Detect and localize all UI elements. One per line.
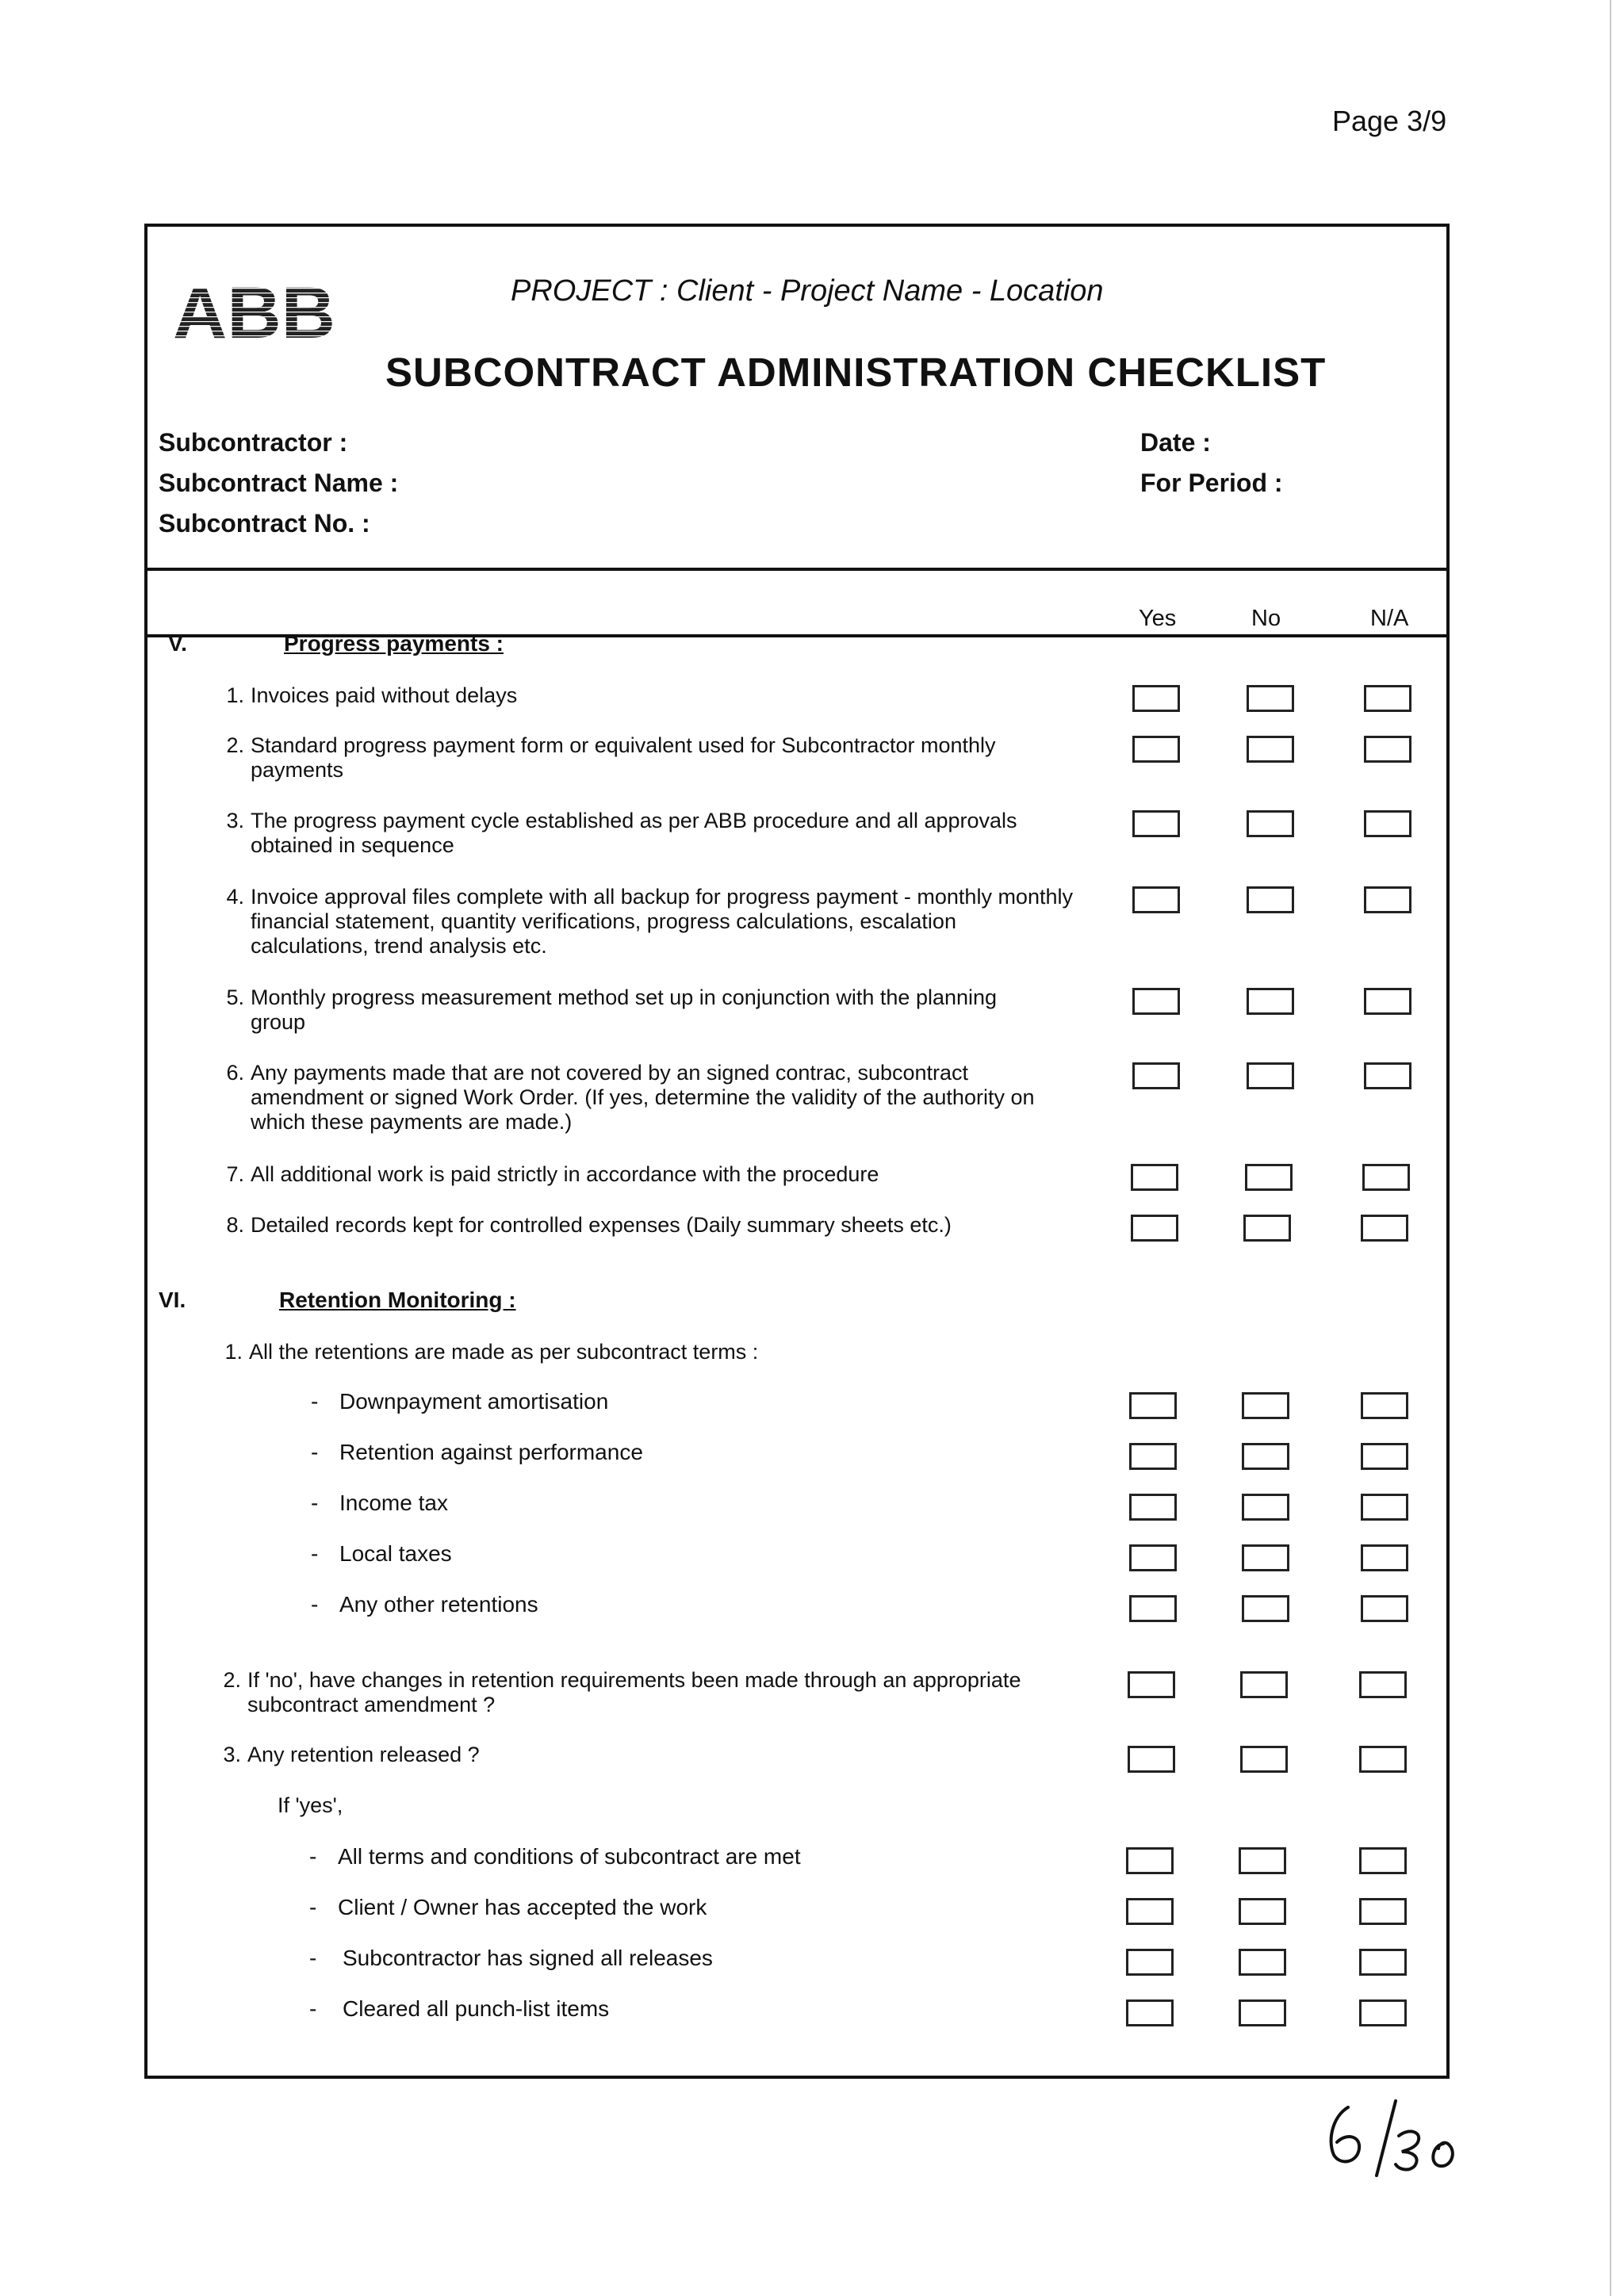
subcontract-name-label: Subcontract Name : [159, 469, 399, 497]
checkbox-yes[interactable] [1129, 1595, 1177, 1622]
item-text: The progress payment cycle established as per ABB procedure and all approvals obtained in sequence [251, 809, 1017, 857]
checkbox-no[interactable] [1240, 1671, 1288, 1698]
sub-item-text: Income tax [339, 1490, 448, 1515]
checkbox-no[interactable] [1239, 1898, 1286, 1925]
checkbox-yes[interactable] [1132, 736, 1180, 763]
checkbox-yes[interactable] [1126, 1898, 1174, 1925]
sub-item-text: Retention against performance [339, 1440, 643, 1464]
checkbox-na[interactable] [1362, 1164, 1410, 1191]
item-number: 3. [226, 809, 244, 832]
section-number: V. [168, 631, 187, 656]
checkbox-na[interactable] [1361, 1544, 1408, 1571]
checkbox-yes[interactable] [1126, 1999, 1174, 2026]
sub-item-dash: - [311, 1440, 319, 1464]
if-yes-label: If 'yes', [278, 1793, 343, 1817]
checkbox-na[interactable] [1364, 1062, 1411, 1089]
sub-item-text: Any other retentions [339, 1592, 538, 1617]
checkbox-yes[interactable] [1132, 886, 1180, 913]
sub-item-dash: - [309, 1946, 317, 1970]
checkbox-na[interactable] [1364, 988, 1411, 1015]
checkbox-na[interactable] [1364, 685, 1411, 712]
sub-item-text: Cleared all punch-list items [343, 1996, 610, 2021]
checkbox-na[interactable] [1361, 1494, 1408, 1521]
checkbox-no[interactable] [1247, 886, 1294, 913]
item-text: Invoices paid without delays [251, 683, 518, 707]
item-text: Detailed records kept for controlled expenses (Daily summary sheets etc.) [251, 1213, 952, 1237]
item-text: Standard progress payment form or equivalent used for Subcontractor monthly payments [251, 733, 996, 782]
sub-item-dash: - [309, 1844, 317, 1869]
checkbox-no[interactable] [1240, 1746, 1288, 1773]
sub-item-text: All terms and conditions of subcontract are met [338, 1844, 801, 1869]
checkbox-yes[interactable] [1132, 988, 1180, 1015]
checkbox-no[interactable] [1242, 1443, 1289, 1470]
sub-item-text: Downpayment amortisation [339, 1389, 609, 1414]
checkbox-no[interactable] [1243, 1215, 1291, 1242]
checkbox-no[interactable] [1245, 1164, 1293, 1191]
checkbox-no[interactable] [1242, 1494, 1289, 1521]
checkbox-yes[interactable] [1131, 1215, 1178, 1242]
item-number: 3. [223, 1743, 241, 1766]
checkbox-yes[interactable] [1126, 1847, 1174, 1874]
item-number: 4. [226, 885, 244, 909]
checkbox-yes[interactable] [1129, 1392, 1177, 1419]
item-text: Any payments made that are not covered by an signed contrac, subcontract amendment or signed Work Order. (If yes, determine the validity of the authority on which these payments are made.) [251, 1061, 1035, 1134]
page-number: Page 3/9 [1332, 105, 1447, 137]
checkbox-na[interactable] [1364, 736, 1411, 763]
item-number: 1. [224, 1340, 243, 1364]
item-text: Invoice approval files complete with all backup for progress payment - monthly monthly financial statement, quantity verifications, progress calculations, escalation calculations, trend analysis etc. [251, 885, 1073, 958]
period-label: For Period : [1140, 469, 1283, 497]
project-line: PROJECT : Client - Project Name - Location [511, 274, 1104, 308]
checkbox-na[interactable] [1359, 1999, 1407, 2026]
sub-item-dash: - [309, 1895, 317, 1919]
item-text: Any retention released ? [247, 1743, 480, 1766]
checkbox-yes[interactable] [1132, 1062, 1180, 1089]
checkbox-no[interactable] [1242, 1392, 1289, 1419]
header-divider [144, 568, 1450, 571]
item-number: 8. [226, 1213, 244, 1237]
sub-item-dash: - [309, 1996, 317, 2021]
sub-item-dash: - [311, 1592, 319, 1617]
column-na: N/A [1370, 606, 1409, 631]
item-number: 1. [226, 683, 244, 707]
page-edge-shadow [1610, 0, 1611, 2296]
checkbox-na[interactable] [1359, 1949, 1407, 1976]
item-number: 6. [226, 1061, 244, 1085]
svg-text:ABB: ABB [173, 276, 335, 341]
subcontractor-label: Subcontractor : [159, 428, 348, 457]
item-text: All the retentions are made as per subcontract terms : [249, 1340, 759, 1364]
subcontract-no-label: Subcontract No. : [159, 509, 370, 538]
column-yes: Yes [1139, 606, 1177, 631]
checkbox-na[interactable] [1361, 1392, 1408, 1419]
document-title: SUBCONTRACT ADMINISTRATION CHECKLIST [385, 350, 1327, 395]
sub-item-dash: - [311, 1490, 319, 1515]
item-number: 2. [223, 1668, 241, 1692]
abb-logo [173, 276, 339, 345]
item-text: Monthly progress measurement method set up in conjunction with the planning group [251, 985, 998, 1034]
checkbox-na[interactable] [1359, 1671, 1407, 1698]
checkbox-na[interactable] [1359, 1898, 1407, 1925]
checkbox-na[interactable] [1364, 810, 1411, 837]
section-number: VI. [159, 1288, 186, 1312]
checkbox-yes[interactable] [1129, 1443, 1177, 1470]
section-title: Retention Monitoring : [279, 1288, 516, 1312]
sub-item-text: Subcontractor has signed all releases [343, 1946, 713, 1970]
checkbox-no[interactable] [1242, 1544, 1289, 1571]
item-number: 5. [226, 985, 244, 1009]
checkbox-no[interactable] [1239, 1949, 1286, 1976]
checkbox-yes[interactable] [1131, 1164, 1178, 1191]
checkbox-na[interactable] [1359, 1746, 1407, 1773]
sub-item-text: Client / Owner has accepted the work [338, 1895, 707, 1919]
date-label: Date : [1140, 428, 1211, 457]
checkbox-yes[interactable] [1126, 1949, 1174, 1976]
checkbox-no[interactable] [1242, 1595, 1289, 1622]
checkbox-na[interactable] [1359, 1847, 1407, 1874]
checkbox-yes[interactable] [1132, 810, 1180, 837]
section-title: Progress payments : [284, 631, 504, 656]
checkbox-no[interactable] [1239, 1847, 1286, 1874]
item-number: 2. [226, 733, 244, 757]
column-no: No [1251, 606, 1281, 631]
checkbox-yes[interactable] [1129, 1544, 1177, 1571]
handwritten-page-count [1316, 2093, 1475, 2184]
checkbox-yes[interactable] [1129, 1494, 1177, 1521]
checkbox-na[interactable] [1361, 1443, 1408, 1470]
checkbox-na[interactable] [1361, 1595, 1408, 1622]
checkbox-no[interactable] [1247, 736, 1294, 763]
sub-item-dash: - [311, 1541, 319, 1566]
checkbox-yes[interactable] [1128, 1671, 1175, 1698]
checkbox-na[interactable] [1361, 1215, 1408, 1242]
checkbox-na[interactable] [1364, 886, 1411, 913]
item-text: All additional work is paid strictly in accordance with the procedure [251, 1162, 879, 1186]
checkbox-no[interactable] [1247, 685, 1294, 712]
sub-item-dash: - [311, 1389, 319, 1414]
checkbox-no[interactable] [1247, 1062, 1294, 1089]
sub-item-text: Local taxes [339, 1541, 452, 1566]
item-text: If 'no', have changes in retention requirements been made through an appropriate subcontract amendment ? [247, 1668, 1021, 1716]
checkbox-no[interactable] [1247, 988, 1294, 1015]
item-number: 7. [226, 1162, 244, 1186]
checkbox-no[interactable] [1239, 1999, 1286, 2026]
checkbox-yes[interactable] [1128, 1746, 1175, 1773]
checkbox-no[interactable] [1247, 810, 1294, 837]
checkbox-yes[interactable] [1132, 685, 1180, 712]
